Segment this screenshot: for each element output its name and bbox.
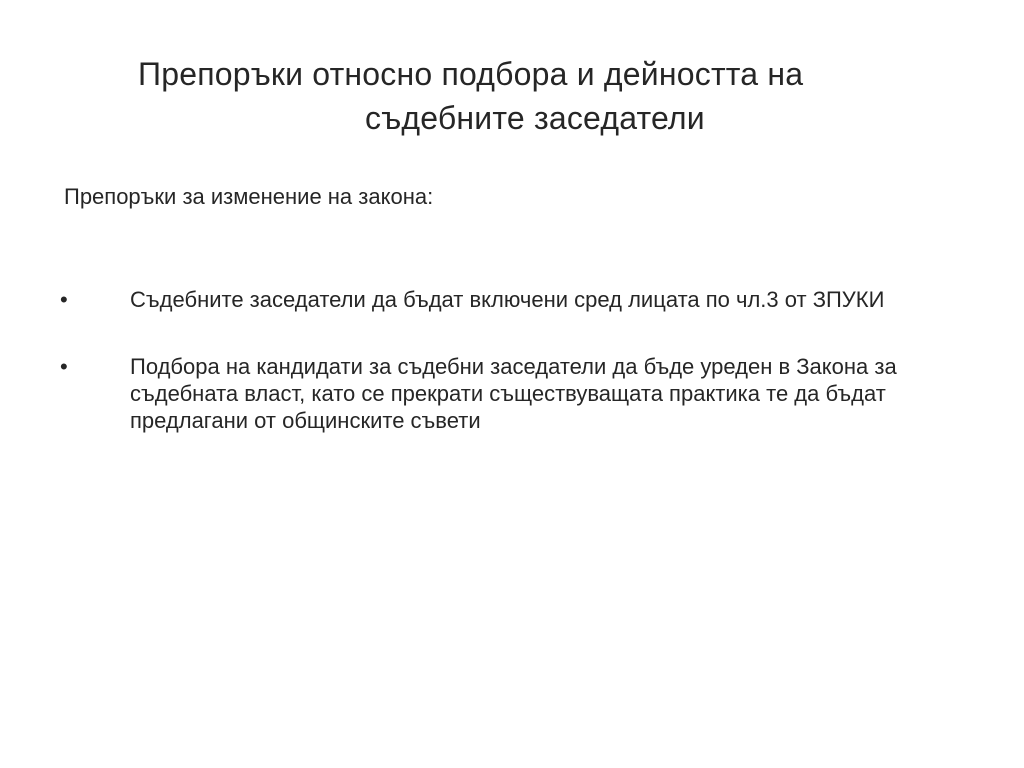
bullet-text: Подбора на кандидати за съдебни заседатели да бъде уреден в Закона за съдебната власт, като се прекрати съществуващата практика те да бъдат предлагани от общинските съвети <box>130 354 897 433</box>
slide-title <box>120 52 920 140</box>
bullet-text: Съдебните заседатели да бъдат включени сред лицата по чл.3 от ЗПУКИ <box>130 287 885 312</box>
bullet-icon: • <box>60 287 68 312</box>
bullet-item <box>60 286 940 313</box>
bullet-list <box>60 286 940 474</box>
bullet-item <box>60 353 940 434</box>
slide-title-line-2: съдебните заседатели <box>365 100 705 136</box>
slide-title-line-1: Препоръки относно подбора и дейността на <box>138 56 804 92</box>
slide-subtitle: Препоръки за изменение на закона: <box>64 184 434 209</box>
bullet-icon: • <box>60 354 68 379</box>
